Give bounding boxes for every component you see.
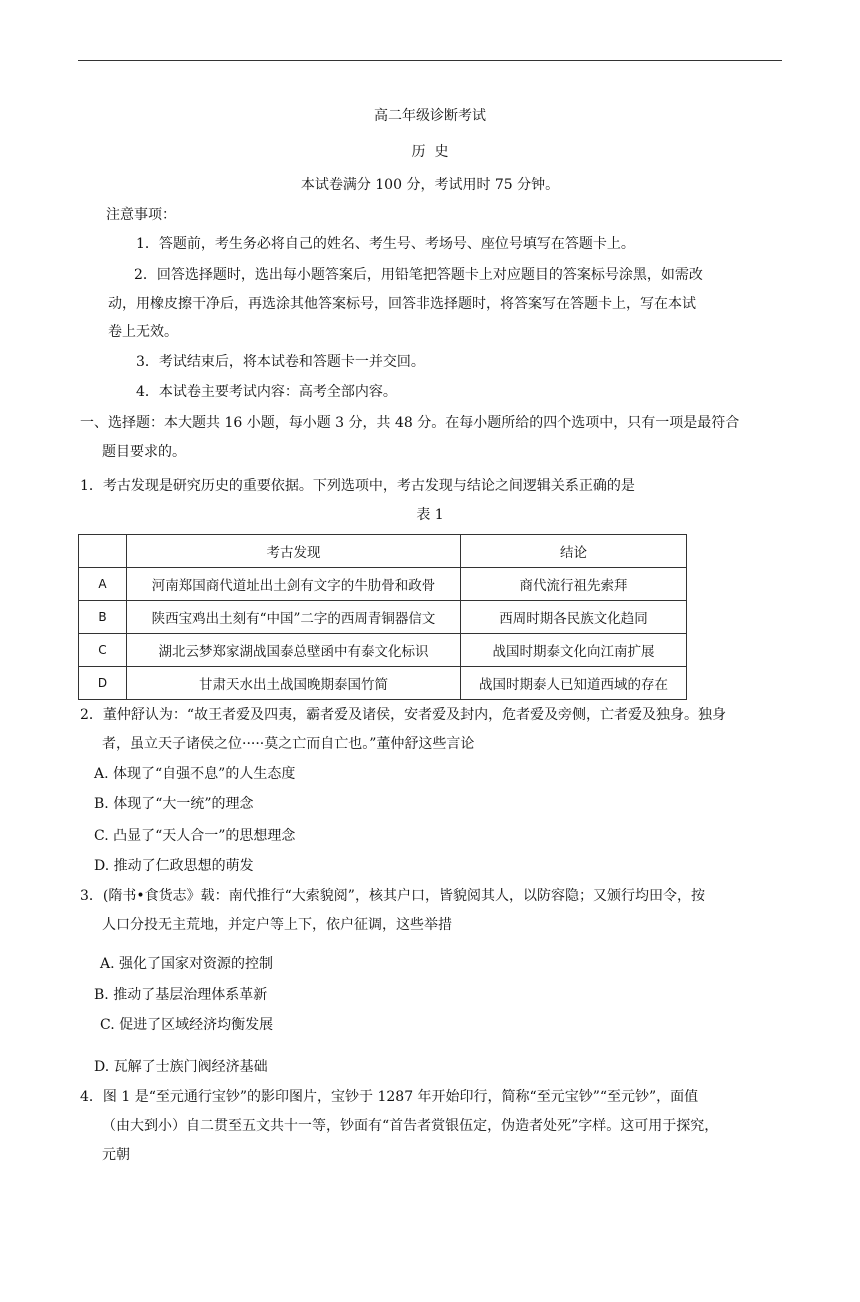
table-header-cell: 结论 <box>461 535 687 568</box>
table-cell-conclusion: 西周时期各民族文化趋同 <box>461 601 687 634</box>
question-2-stem-line-2: 者，虽立天子诸侯之位·····莫之亡而自亡也。”董仲舒这些言论 <box>102 736 475 752</box>
table-cell-option: B <box>79 601 127 634</box>
notice-item-4: 4．本试卷主要考试内容：高考全部内容。 <box>136 384 397 400</box>
notice-item-1: 1．答题前，考生务必将自己的姓名、考生号、考场号、座位号填写在答题卡上。 <box>136 236 635 252</box>
question-2-option-d: D. 推动了仁政思想的萌发 <box>94 858 254 874</box>
question-3-option-b: B. 推动了基层治理体系革新 <box>94 987 268 1003</box>
top-rule <box>78 60 782 61</box>
table-row <box>79 601 687 634</box>
table-caption: 表 1 <box>416 507 444 523</box>
table-cell-discovery: 湖北云梦郑家湖战国泰总壁函中有泰文化标识 <box>127 634 461 667</box>
table-cell-conclusion: 战国时期泰人已知道西域的存在 <box>461 667 687 700</box>
exam-title: 高二年级诊断考试 <box>374 108 486 124</box>
notice-item-2-line-3: 卷上无效。 <box>108 324 178 340</box>
table-row <box>79 634 687 667</box>
question-4-stem-line-1: 4．图 1 是“至元通行宝钞”的影印图片，宝钞于 1287 年开始印行，简称“至元宝钞”“至元钞”，面值 <box>80 1089 699 1105</box>
table-header-row <box>79 535 687 568</box>
table-cell-option: C <box>79 634 127 667</box>
question-4-stem-line-3: 元朝 <box>102 1147 130 1163</box>
notice-item-2-line-1: 2．回答选择题时，选出每小题答案后，用铅笔把答题卡上对应题目的答案标号涂黑，如需改 <box>134 267 703 283</box>
table-row <box>79 667 687 700</box>
question-3-option-d: D. 瓦解了士族门阀经济基础 <box>94 1059 268 1075</box>
table-cell-discovery: 甘肃天水出土战国晚期泰国竹简 <box>127 667 461 700</box>
table-header-cell <box>79 535 127 568</box>
table-cell-option: A <box>79 568 127 601</box>
question-2-option-c: C. 凸显了“天人合一”的思想理念 <box>94 828 296 844</box>
question-3-stem-line-1: 3．(隋书•食货志》载：南代推行“大索貌阅”，核其户口，皆貌阅其人，以防容隐；又颁行均田令，按 <box>80 888 705 904</box>
section-1-line-2: 题目要求的。 <box>102 444 186 460</box>
notice-heading: 注意事项： <box>106 207 176 223</box>
question-2-option-b: B. 体现了“大一统”的理念 <box>94 796 254 812</box>
table-cell-discovery: 陕西宝鸡出土刻有“中国”二字的西周青铜器信文 <box>127 601 461 634</box>
notice-item-2-line-2: 动，用橡皮擦干净后，再选涂其他答案标号，回答非选择题时，将答案写在答题卡上，写在本试 <box>108 296 696 312</box>
table-cell-conclusion: 商代流行祖先索拜 <box>461 568 687 601</box>
question-3-option-c: C. 促进了区域经济均衡发展 <box>100 1017 274 1033</box>
exam-info: 本试卷满分 100 分，考试用时 75 分钟。 <box>300 177 560 193</box>
table-cell-conclusion: 战国时期泰文化向江南扩展 <box>461 634 687 667</box>
table-cell-discovery: 河南郑国商代道址出土剑有文字的牛肋骨和政骨 <box>127 568 461 601</box>
archaeology-table <box>78 534 687 700</box>
notice-item-3: 3．考试结束后，将本试卷和答题卡一并交回。 <box>136 354 425 370</box>
table-row <box>79 568 687 601</box>
question-2-stem-line-1: 2．董仲舒认为：“故王者爱及四夷，霸者爱及诸侯，安者爱及封内，危者爱及旁侧，亡者爱及独身。独身 <box>80 707 727 723</box>
table-cell-option: D <box>79 667 127 700</box>
table-header-cell: 考古发现 <box>127 535 461 568</box>
question-1-stem: 1．考古发现是研究历史的重要依据。下列选项中，考古发现与结论之间逻辑关系正确的是 <box>80 478 635 494</box>
question-2-option-a: A. 体现了“自强不息”的人生态度 <box>94 766 296 782</box>
question-4-stem-line-2: （由大到小）自二贯至五文共十一等，钞面有“首告者赏银伍定，伪造者处死”字样。这可用于探究， <box>102 1118 719 1134</box>
question-3-option-a: A. 强化了国家对资源的控制 <box>100 956 274 972</box>
exam-subject: 历 史 <box>411 144 449 160</box>
question-3-stem-line-2: 人口分投无主荒地，并定户等上下，依户征调，这些举措 <box>102 917 452 933</box>
section-1-line-1: 一、选择题：本大题共 16 小题，每小题 3 分，共 48 分。在每小题所给的四个选项中，只有一项是最符合 <box>80 415 740 431</box>
